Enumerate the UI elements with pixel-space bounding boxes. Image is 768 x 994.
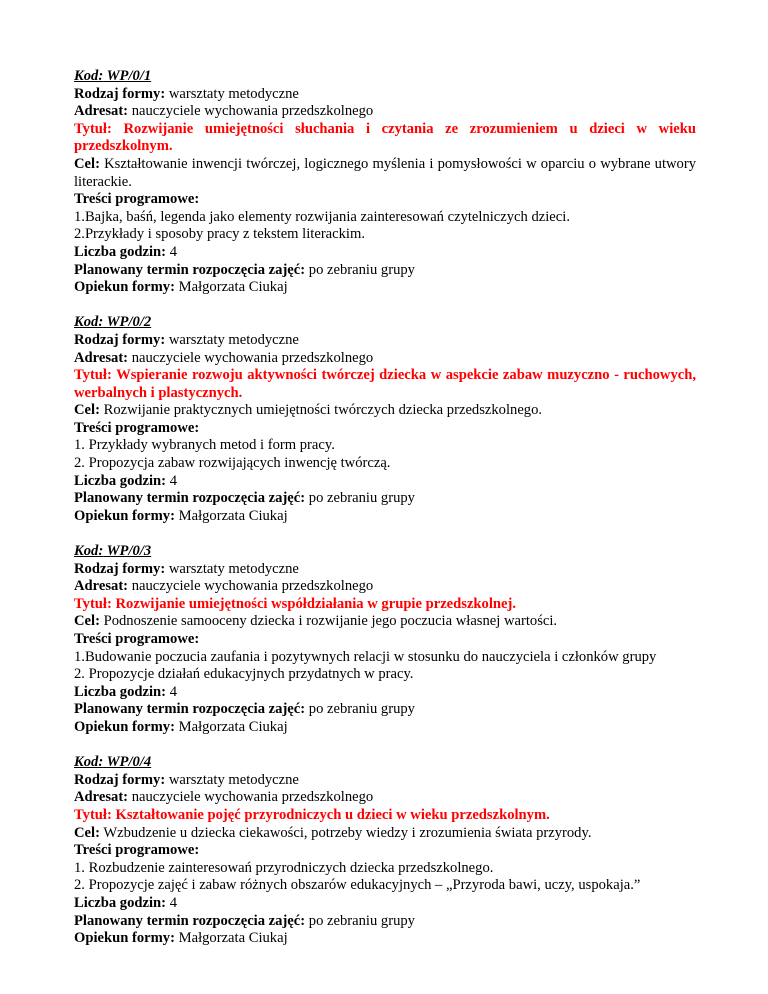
audience-line <box>74 350 696 368</box>
form-type-value: warsztaty metodyczne <box>168 560 299 577</box>
audience-label: Adresat: <box>74 349 129 366</box>
program-content-item: 1. Rozbudzenie zainteresowań przyrodniczych dziecka przedszkolnego. <box>74 859 494 876</box>
program-content-item: 2. Propozycje działań edukacyjnych przydatnych w pracy. <box>74 666 414 683</box>
form-type-value: warsztaty metodyczne <box>168 331 299 348</box>
hours-line <box>74 244 696 262</box>
audience-label: Adresat: <box>74 103 129 120</box>
program-content-item: 2. Propozycje zajęć i zabaw różnych obszarów edukacyjnych – „Przyroda bawi, uczy, uspokaja.” <box>74 877 641 894</box>
start-date-line <box>74 913 696 931</box>
audience-value: nauczyciele wychowania przedszkolnego <box>131 349 374 366</box>
hours-line <box>74 684 696 702</box>
code-line <box>74 68 696 86</box>
supervisor-line <box>74 719 696 737</box>
hours-line <box>74 473 696 491</box>
code-label: Kod: <box>74 314 104 331</box>
hours-value: 4 <box>169 683 177 700</box>
title-label: Tytuł: <box>74 595 112 612</box>
title-label: Tytuł: <box>74 367 112 384</box>
title-line <box>74 121 696 156</box>
program-content-item: 1. Przykłady wybranych metod i form pracy. <box>74 437 335 454</box>
title-label: Tytuł: <box>74 120 112 137</box>
start-date-value: po zebraniu grupy <box>308 701 415 718</box>
start-date-value: po zebraniu grupy <box>308 490 415 507</box>
goal-label: Cel: <box>74 155 100 172</box>
goal-value: Kształtowanie inwencji twórczej, logicznego myślenia i pomysłowości w oparciu o wybrane utwory literackie. <box>74 155 696 190</box>
form-type-label: Rodzaj formy: <box>74 560 166 577</box>
supervisor-line <box>74 930 696 948</box>
supervisor-value: Małgorzata Ciukaj <box>178 507 288 524</box>
start-date-value: po zebraniu grupy <box>308 912 415 929</box>
start-date-label: Planowany termin rozpoczęcia zajęć: <box>74 261 306 278</box>
code-label: Kod: <box>74 68 104 84</box>
program-content-label: Treści programowe: <box>74 842 200 859</box>
start-date-line <box>74 490 696 508</box>
goal-line <box>74 402 696 420</box>
form-type-value: warsztaty metodyczne <box>168 85 299 102</box>
course-code: WP/0/1 <box>106 68 152 84</box>
goal-line <box>74 156 696 191</box>
hours-label: Liczba godzin: <box>74 472 167 489</box>
title-line <box>74 596 696 614</box>
goal-label: Cel: <box>74 824 100 841</box>
supervisor-value: Małgorzata Ciukaj <box>178 718 288 735</box>
start-date-value: po zebraniu grupy <box>308 261 415 278</box>
goal-line <box>74 825 696 843</box>
goal-label: Cel: <box>74 402 100 419</box>
title-value: Kształtowanie pojęć przyrodniczych u dzieci w wieku przedszkolnym. <box>115 806 550 823</box>
supervisor-line <box>74 508 696 526</box>
form-type-label: Rodzaj formy: <box>74 771 166 788</box>
audience-line <box>74 789 696 807</box>
program-content-item: 1.Bajka, baśń, legenda jako elementy rozwijania zainteresowań czytelniczych dzieci. <box>74 208 570 225</box>
form-type-line <box>74 332 696 350</box>
title-value: Wspieranie rozwoju aktywności twórczej dziecka w aspekcie zabaw muzyczno - ruchowych, werbalnych i plastycznych. <box>74 367 696 401</box>
goal-value: Podnoszenie samooceny dziecka i rozwijanie jego poczucia własnej wartości. <box>103 613 558 630</box>
audience-line <box>74 578 696 596</box>
form-type-line <box>74 772 696 790</box>
course-code: WP/0/2 <box>106 314 152 331</box>
code-line <box>74 754 696 772</box>
course-code: WP/0/3 <box>106 543 152 560</box>
form-type-label: Rodzaj formy: <box>74 85 166 102</box>
program-content-label: Treści programowe: <box>74 191 200 208</box>
program-content-item: 1.Budowanie poczucia zaufania i pozytywnych relacji w stosunku do nauczyciela i członków grupy <box>74 648 657 665</box>
supervisor-label: Opiekun formy: <box>74 507 175 524</box>
course-entry-3 <box>74 543 696 737</box>
goal-value: Wzbudzenie u dziecka ciekawości, potrzeby wiedzy i zrozumienia świata przyrody. <box>103 824 592 841</box>
hours-label: Liczba godzin: <box>74 894 167 911</box>
audience-value: nauczyciele wychowania przedszkolnego <box>131 103 374 120</box>
hours-value: 4 <box>169 472 177 489</box>
supervisor-line <box>74 279 696 297</box>
hours-value: 4 <box>169 243 177 260</box>
form-type-line <box>74 561 696 579</box>
start-date-label: Planowany termin rozpoczęcia zajęć: <box>74 912 306 929</box>
document-page <box>74 68 696 965</box>
form-type-value: warsztaty metodyczne <box>168 771 299 788</box>
course-entry-4 <box>74 754 696 948</box>
code-label: Kod: <box>74 754 104 771</box>
program-content-label: Treści programowe: <box>74 631 200 647</box>
title-line <box>74 367 696 402</box>
hours-line <box>74 895 696 913</box>
title-value: Rozwijanie umiejętności słuchania i czytania ze zrozumieniem u dzieci w wieku przedszkolnym. <box>74 120 696 155</box>
supervisor-value: Małgorzata Ciukaj <box>178 279 288 296</box>
start-date-label: Planowany termin rozpoczęcia zajęć: <box>74 490 306 507</box>
code-label: Kod: <box>74 543 104 560</box>
hours-label: Liczba godzin: <box>74 243 167 260</box>
course-code: WP/0/4 <box>106 754 152 771</box>
supervisor-label: Opiekun formy: <box>74 718 175 735</box>
goal-value: Rozwijanie praktycznych umiejętności twórczych dziecka przedszkolnego. <box>103 402 543 419</box>
course-entry-1 <box>74 68 696 297</box>
hours-label: Liczba godzin: <box>74 683 167 700</box>
program-content-item: 2. Propozycja zabaw rozwijających inwencję twórczą. <box>74 455 391 472</box>
title-label: Tytuł: <box>74 806 112 823</box>
start-date-line <box>74 701 696 719</box>
start-date-line <box>74 262 696 280</box>
title-line <box>74 807 696 825</box>
goal-label: Cel: <box>74 613 100 630</box>
title-value: Rozwijanie umiejętności współdziałania w grupie przedszkolnej. <box>115 595 517 612</box>
supervisor-value: Małgorzata Ciukaj <box>178 930 288 947</box>
code-line <box>74 314 696 332</box>
goal-line <box>74 613 696 631</box>
program-content-item: 2.Przykłady i sposoby pracy z tekstem literackim. <box>74 226 365 243</box>
form-type-label: Rodzaj formy: <box>74 331 166 348</box>
audience-label: Adresat: <box>74 578 129 595</box>
code-line <box>74 543 696 561</box>
supervisor-label: Opiekun formy: <box>74 930 175 947</box>
audience-value: nauczyciele wychowania przedszkolnego <box>131 578 374 595</box>
audience-label: Adresat: <box>74 789 129 806</box>
supervisor-label: Opiekun formy: <box>74 279 175 296</box>
program-content-label: Treści programowe: <box>74 419 200 436</box>
audience-value: nauczyciele wychowania przedszkolnego <box>131 789 374 806</box>
form-type-line <box>74 86 696 104</box>
start-date-label: Planowany termin rozpoczęcia zajęć: <box>74 701 306 718</box>
audience-line <box>74 103 696 121</box>
hours-value: 4 <box>169 894 177 911</box>
course-entry-2 <box>74 314 696 525</box>
